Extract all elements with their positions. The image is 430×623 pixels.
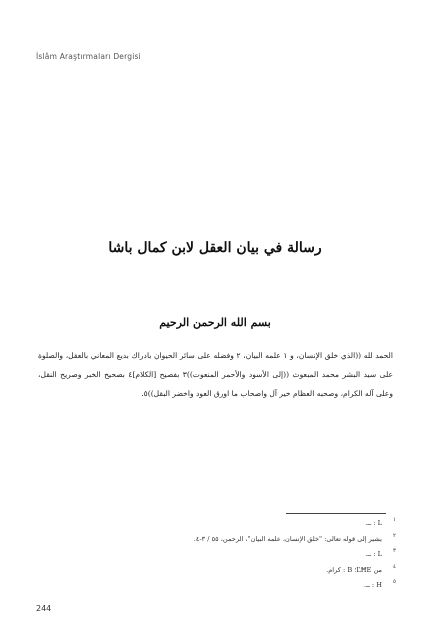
- paragraph-text: الحمد لله ((الذي خلق الإنسان، و ١ علمه البيان، ٢ وفضله على سائر الحيوان بادراك بديع المعاني بالعقل، والصلوة على سيد البشر محمد المبعوث ((إلى الأسود والأحمر المنعوت))٣ بفصيح [الكلام]٤ بصحيح الخبر وصريح النقل، وعلى آله الكرام، وصحبه العظام خير آل واصحاب ما اورق العود واخضر البقل))٥.: [38, 351, 393, 398]
- basmala-heading: بسم الله الرحمن الرحيم: [159, 316, 271, 329]
- footnotes: [120, 519, 396, 597]
- footnote-item: [120, 550, 396, 566]
- running-header: İslâm Araştırmaları Dergisi: [36, 52, 141, 61]
- footnote-number: ٣: [393, 548, 396, 554]
- footnote-item: [120, 563, 396, 582]
- footnote-number: ٤: [393, 563, 396, 570]
- footnote-divider: [286, 513, 386, 514]
- footnote-number: ٥: [393, 579, 396, 585]
- article-title: رسالة في بيان العقل لابن كمال باشا: [108, 240, 322, 256]
- footnote-text: من ĽĦE؛ B : كرام.: [326, 565, 382, 574]
- footnote-text: يشير إلى قوله تعالى: "خلق الإنسان، علمه البيان"، الرحمن، ٥٥ / ٣-٤.: [193, 534, 382, 543]
- footnote-item: [120, 532, 396, 551]
- footnote-text: L : ــ.: [365, 550, 382, 558]
- footnote-text: L : ــ.: [365, 519, 382, 527]
- footnote-item: [120, 581, 396, 597]
- page-number: 244: [36, 604, 52, 613]
- body-paragraph: [38, 346, 393, 403]
- footnote-text: H : ــ.: [363, 581, 382, 589]
- footnote-number: ٢: [393, 532, 396, 539]
- footnote-number: ١: [393, 517, 396, 523]
- footnote-item: [120, 519, 396, 535]
